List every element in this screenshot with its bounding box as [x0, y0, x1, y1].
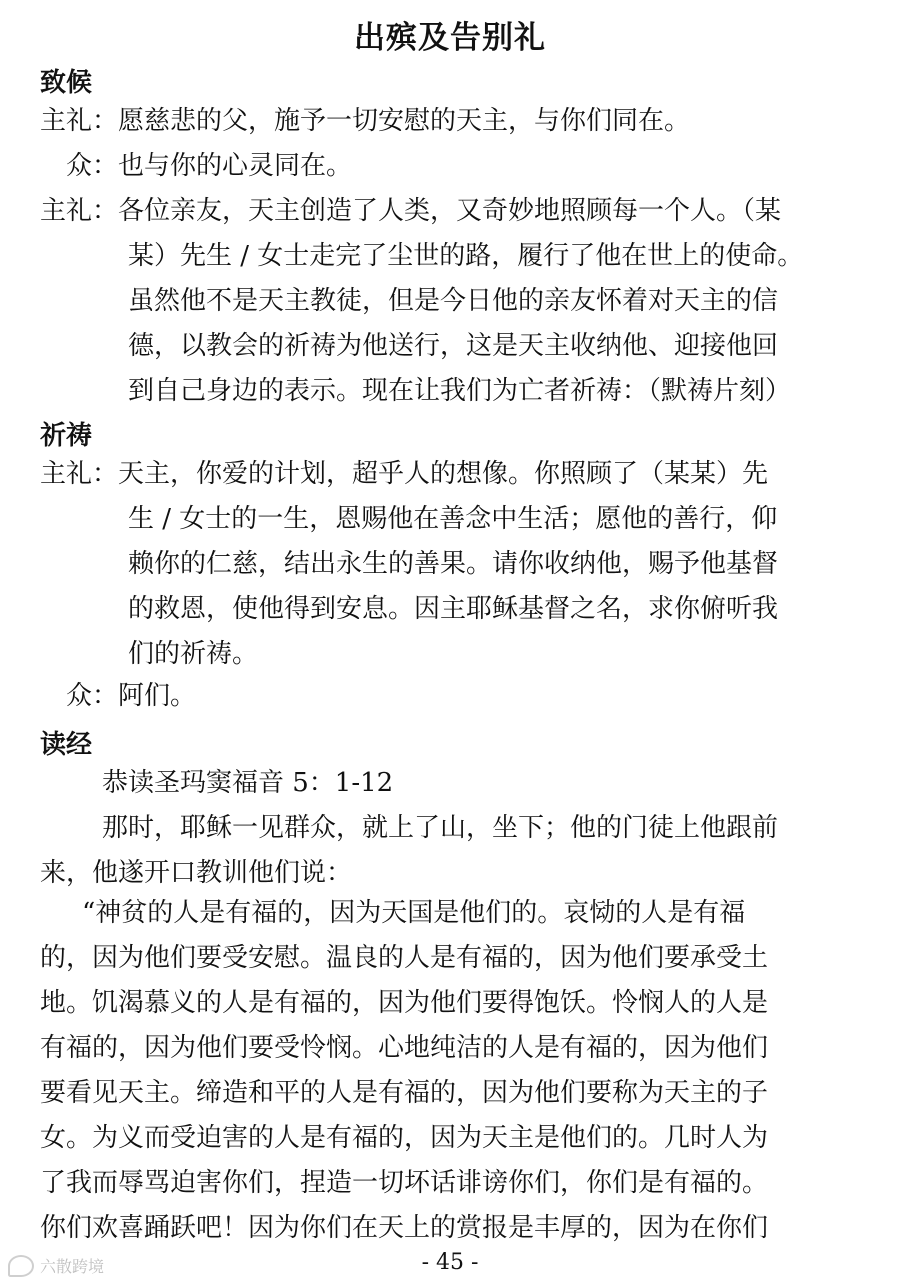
text-line: 恭读圣玛窦福音 5：1-12 [102, 768, 394, 798]
page-number: - 45 - [421, 1250, 479, 1275]
text-line: 众：也与你的心灵同在。 [66, 151, 353, 181]
chat-bubble-icon [8, 1255, 34, 1277]
text-line: 女。为义而受迫害的人是有福的，因为天主是他们的。几时人为 [40, 1123, 769, 1153]
text-line: “神贫的人是有福的，因为天国是他们的。哀恸的人是有福 [82, 898, 746, 928]
text-line: 主礼：愿慈悲的父，施予一切安慰的天主，与你们同在。 [40, 106, 691, 136]
section-heading-reading: 读经 [40, 730, 93, 760]
text-line: 了我而辱骂迫害你们，捏造一切坏话诽谤你们，你们是有福的。 [40, 1168, 769, 1198]
text-line: 某）先生 / 女士走完了尘世的路，履行了他在世上的使命。 [128, 241, 804, 271]
text-line: 你们欢喜踊跃吧！因为你们在天上的赏报是丰厚的，因为在你们 [40, 1213, 769, 1243]
watermark-text: 六散跨境 [40, 1257, 105, 1276]
text-line: 主礼：天主，你爱的计划，超乎人的想像。你照顾了（某某）先 [40, 459, 769, 489]
page-title: 出殡及告别礼 [354, 20, 546, 56]
text-line: 有福的，因为他们要受怜悯。心地纯洁的人是有福的，因为他们 [40, 1033, 769, 1063]
text-line: 要看见天主。缔造和平的人是有福的，因为他们要称为天主的子 [40, 1078, 769, 1108]
text-line: 主礼：各位亲友，天主创造了人类，又奇妙地照顾每一个人。（某 [40, 196, 782, 226]
text-line: 赖你的仁慈，结出永生的善果。请你收纳他，赐予他基督 [128, 549, 779, 579]
text-line: 那时，耶稣一见群众，就上了山，坐下；他的门徒上他跟前 [102, 813, 779, 843]
text-line: 德，以教会的祈祷为他送行，这是天主收纳他、迎接他回 [128, 331, 779, 361]
text-line: 的救恩，使他得到安息。因主耶稣基督之名，求你俯听我 [128, 594, 779, 624]
section-heading-prayer: 祈祷 [40, 421, 93, 451]
section-heading-greeting: 致候 [40, 68, 93, 98]
text-line: 到自己身边的表示。现在让我们为亡者祈祷：（默祷片刻） [128, 376, 792, 406]
text-line: 地。饥渴慕义的人是有福的，因为他们要得饱饫。怜悯人的人是 [40, 988, 769, 1018]
text-line: 生 / 女士的一生，恩赐他在善念中生活；愿他的善行，仰 [128, 504, 778, 534]
watermark [8, 1254, 104, 1277]
text-line: 们的祈祷。 [128, 639, 259, 669]
text-line: 来，他遂开口教训他们说： [40, 858, 353, 888]
text-line: 的，因为他们要受安慰。温良的人是有福的，因为他们要承受土 [40, 943, 769, 973]
text-line: 众：阿们。 [66, 681, 197, 711]
text-line: 虽然他不是天主教徒，但是今日他的亲友怀着对天主的信 [128, 286, 779, 316]
